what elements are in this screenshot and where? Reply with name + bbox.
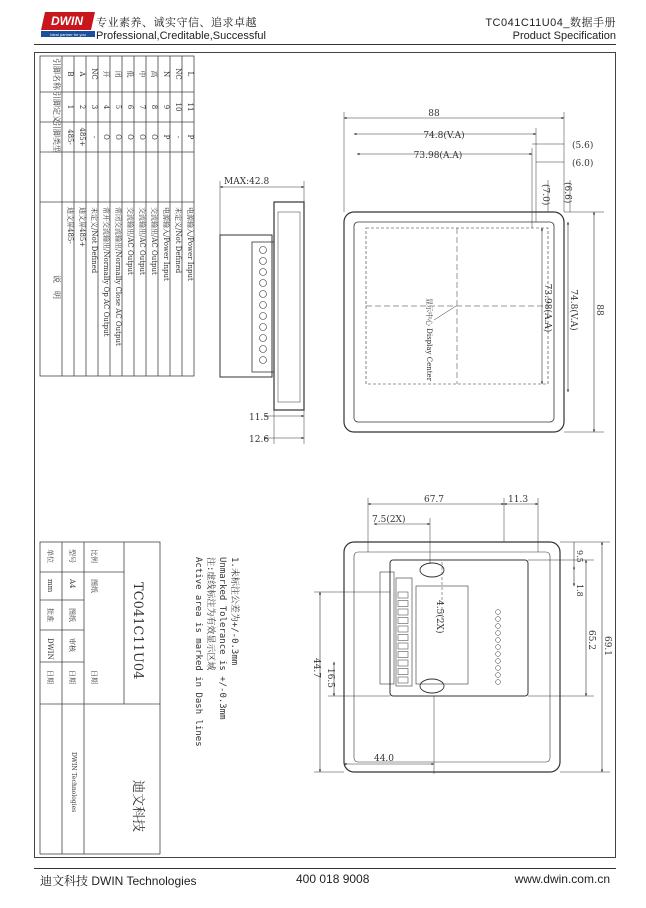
back-pin [496, 659, 501, 664]
tb-label-review: 审核 [68, 638, 76, 652]
connector-pin [260, 291, 267, 298]
pin-cell-11-1: L [186, 71, 194, 77]
dim-447: 44.7 [311, 657, 321, 679]
footer-company: 迪文科技 DWIN Technologies [40, 874, 197, 888]
dim-side-70: (7.0) [540, 184, 550, 206]
pin-cell-9-4: 电源输入/Power Input [162, 207, 170, 281]
pin-cell-8-3: O [150, 134, 158, 140]
back-pin [496, 617, 501, 622]
tb-company-cn: 迪文科技 [130, 780, 145, 833]
connector-pin [260, 258, 267, 265]
dim-652: 65.2 [586, 629, 596, 651]
logo-text: DWIN [51, 14, 83, 28]
pin-cell-11-3: P [186, 134, 194, 140]
pin-cell-5-3: O [114, 134, 122, 140]
pin-cell-5-4: 常闭交流输出/Normally Close AC Output [114, 207, 122, 346]
pin-cell-8-2: 8 [150, 104, 158, 110]
back-pin [496, 624, 501, 629]
terminal-slot [398, 643, 408, 649]
pin-cell-2-3: 485+ [78, 127, 86, 147]
note-2-en: Active area is marked in Dash lines [193, 557, 203, 747]
pin-cell-3-4: 未定义/Not Defined [90, 207, 98, 274]
note-1-cn: 1.未标注公差为+/-0.3mm [229, 557, 239, 666]
tb-label-approve: 批准 [46, 608, 54, 622]
pin-cell-9-3: P [162, 134, 170, 140]
dim-95: 9.5 [575, 550, 584, 563]
note-2-cn: 注:虚线标注为有效显示区域 [205, 557, 215, 671]
pin-cell-9-1: N [162, 70, 170, 78]
dwin-logo [41, 10, 97, 38]
back-pin [496, 666, 501, 671]
connector-pin [260, 346, 267, 353]
tb-label-scale: 比例 [90, 549, 98, 563]
pin-cell-4-4: 常开交流输出/Normally Op AC Output [102, 207, 110, 337]
tb-label-dwin: DWIN [46, 638, 54, 660]
pin-cell-11-4: 电源输入/Power Input [186, 207, 194, 281]
dim-75: 7.5(2X) [372, 515, 406, 525]
back-pin [496, 645, 501, 650]
pin-cell-8-1: 高 [150, 70, 158, 78]
terminal-slot [398, 609, 408, 615]
pin-cell-5-1: 闭 [114, 70, 122, 78]
dim-691: 69.1 [602, 635, 612, 657]
pin-cell-10-2: 10 [174, 102, 182, 112]
pin-cell-6-1: 低 [126, 70, 134, 78]
note-1-en: Unmarked Tolerance is +/-0.3mm [217, 557, 227, 720]
display-center-label: 显示中心 Display Center [425, 298, 433, 382]
pin-cell-3-2: 3 [90, 104, 98, 110]
dim-18: 1.8 [575, 584, 584, 597]
connector-pin [260, 280, 267, 287]
back-pin [496, 638, 501, 643]
header-doc-subtitle: Product Specification [512, 30, 616, 42]
terminal-slot [398, 601, 408, 607]
dim-height-88: 88 [594, 304, 604, 316]
pin-cell-9-2: 9 [162, 104, 170, 110]
dim-aa-width: 73.98(A.A) [413, 151, 463, 161]
header-tagline-en: Professional,Creditable,Successful [96, 30, 266, 42]
dim-va-width: 74.8(V.A) [423, 131, 465, 141]
pin-header-desc: 说 明 [52, 275, 61, 299]
dim-677: 67.7 [423, 495, 445, 505]
tb-label-unit: 单位 [46, 549, 54, 563]
connector-pin [260, 313, 267, 320]
back-pin [496, 673, 501, 678]
tb-label-drawing: 图纸 [68, 608, 76, 622]
pin-cell-7-4: 交流输出/AC Output [138, 207, 146, 275]
footer-website: www.dwin.com.cn [514, 872, 610, 886]
dim-113: 11.3 [508, 495, 529, 505]
pin-cell-7-2: 7 [138, 104, 146, 110]
pin-cell-7-1: 中 [138, 70, 146, 78]
tb-label-drawing-2: 图纸 [90, 579, 98, 593]
pin-header-name: 引脚名称 [52, 58, 61, 90]
tb-label-date-2: 日期 [68, 670, 76, 684]
pin-cell-5-2: 5 [114, 104, 122, 110]
terminal-slot [398, 626, 408, 632]
back-pin [496, 610, 501, 615]
pin-header-def: 引脚定义 [52, 91, 61, 123]
footer-phone: 400 018 9008 [296, 872, 370, 886]
dim-va-height: 74.8(V.A) [568, 289, 578, 331]
tb-val-mm: mm [46, 579, 54, 593]
terminal-slot [398, 660, 408, 666]
dim-width-88: 88 [428, 109, 440, 119]
dim-165: 16.5 [325, 667, 335, 689]
back-view [314, 498, 610, 774]
pin-cell-3-3: - [90, 135, 98, 139]
dim-440: 44.0 [373, 754, 395, 764]
pin-cell-2-2: 2 [78, 104, 86, 110]
back-pin [496, 631, 501, 636]
dim-gap-60: (6.0) [572, 159, 594, 169]
terminal-slot [398, 618, 408, 624]
pin-cell-7-3: O [138, 134, 146, 140]
terminal-slot [398, 669, 408, 675]
pin-cell-1-3: 485- [66, 129, 74, 145]
tb-label-model: 型号 [68, 549, 76, 563]
pin-cell-2-4: 迪文屏485+ [78, 207, 86, 248]
tb-model: TC041C11U04 [130, 582, 145, 680]
pin-cell-8-4: 交流输出/AC Output [150, 207, 158, 275]
back-pin [496, 652, 501, 657]
connector-pin [260, 247, 267, 254]
pin-cell-10-4: 未定义/Not Defined [174, 207, 182, 274]
pin-cell-4-2: 4 [102, 104, 110, 110]
footer-rule [34, 868, 616, 869]
pin-header-type: 引脚类型 [52, 121, 61, 153]
connector-pin [260, 302, 267, 309]
pin-cell-10-3: - [174, 135, 182, 139]
tb-val-a4: A4 [68, 579, 76, 589]
dim-aa-height: 73.98(A.A) [542, 283, 552, 333]
tb-label-date-1: 日期 [46, 670, 54, 684]
pin-cell-4-3: O [102, 134, 110, 140]
terminal-slot [398, 652, 408, 658]
connector-pin [260, 335, 267, 342]
terminal-slot [398, 592, 408, 598]
pin-cell-1-1: B [66, 71, 74, 77]
pin-cell-1-4: 迪文屏485- [66, 207, 74, 244]
dim-115: 11.5 [249, 413, 270, 423]
pin-cell-1-2: 1 [66, 104, 74, 110]
logo-tagline: Ideal partner for you [50, 32, 86, 37]
dim-126: 12.6 [249, 435, 270, 445]
back-pin [496, 680, 501, 685]
pin-cell-6-3: O [126, 134, 134, 140]
header-doc-title: TC041C11U04_数据手册 [485, 17, 616, 29]
header-rule [34, 44, 616, 45]
mechanical-drawing [34, 52, 616, 858]
tb-label-date-3: 日期 [90, 670, 98, 684]
pin-cell-10-1: NC [174, 68, 182, 80]
header-tagline-cn: 专业素养、诚实守信、追求卓越 [96, 17, 257, 29]
front-view [344, 112, 604, 432]
pin-cell-11-2: 11 [186, 102, 194, 112]
pin-cell-6-2: 6 [126, 104, 134, 110]
pin-cell-2-1: A [78, 71, 86, 77]
terminal-slot [398, 635, 408, 641]
connector-pin [260, 269, 267, 276]
pin-cell-6-4: 交流输出/AC Output [126, 207, 134, 275]
connector-pin [260, 324, 267, 331]
pin-cell-4-1: 开 [102, 70, 110, 78]
dim-side-66: (6.6) [562, 182, 572, 204]
connector-pin [260, 357, 267, 364]
dim-max-depth: MAX:42.8 [224, 177, 270, 187]
terminal-slot [398, 677, 408, 683]
pin-cell-3-1: NC [90, 68, 98, 80]
tb-company-en: DWIN Technologies [70, 752, 77, 813]
dim-gap-56: (5.6) [572, 141, 594, 151]
dim-45: 4.5(2X) [434, 600, 444, 634]
